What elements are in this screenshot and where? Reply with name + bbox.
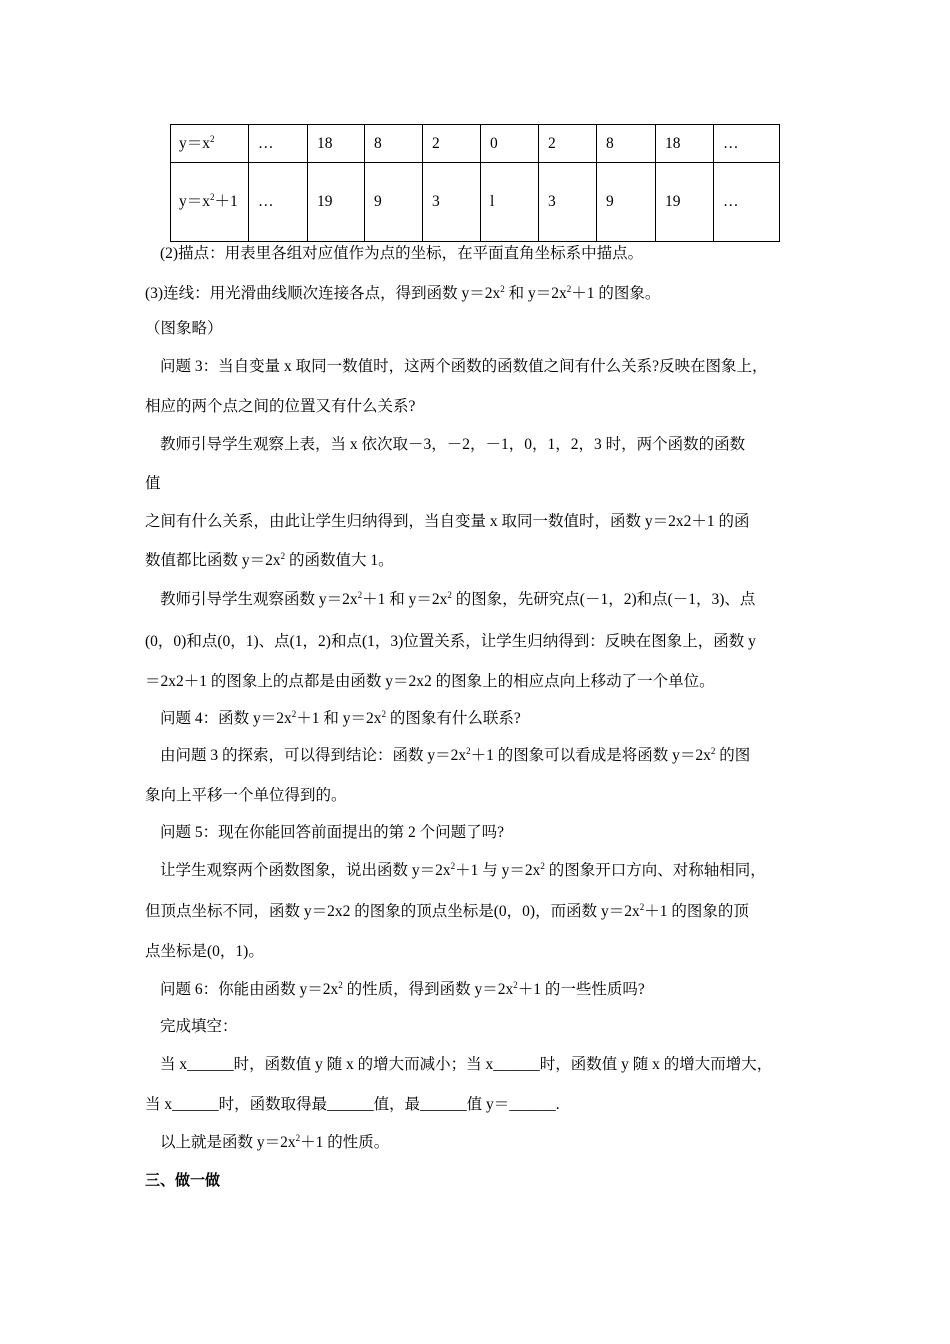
paragraph-line: 问题 5：现在你能回答前面提出的第 2 个问题了吗? [160,824,505,841]
text-run: ＋1 的图象。 [571,285,661,302]
table-cell: 18 [656,125,714,163]
text-run: 以上就是函数 y＝2x [160,1134,296,1151]
table-cell: 2 [423,125,481,163]
table-cell: 8 [597,125,656,163]
row-label [171,163,249,242]
value-table [170,124,780,242]
text-run: ＋1 与 y＝2x [455,862,541,879]
text-run: 问题 4：函数 y＝2x [160,710,292,727]
paragraph-line: 当 x______时，函数取得最______值，最______值 y＝______. [145,1096,560,1113]
paragraph-line: 当 x______时，函数值 y 随 x 的增大而减小；当 x______时，函数值 y 随 x 的增大而增大， [160,1056,773,1073]
paragraph-line: 之间有什么关系，由此让学生归纳得到，当自变量 x 取同一数值时，函数 y＝2x2＋1 的函 [145,513,750,530]
text-run: 但顶点坐标不同，函数 y＝2x2 的图象的顶点坐标是(0，0)，而函数 y＝2x [145,903,640,920]
paragraph-line: 相应的两个点之间的位置又有什么关系? [145,398,416,415]
superscript: 2 [280,550,286,561]
paragraph-line: 象向上平移一个单位得到的。 [145,787,347,804]
table-cell: 9 [597,163,656,242]
superscript: 2 [540,860,545,871]
text-run: 的函数值大 1。 [285,552,394,569]
table-cell: 8 [365,125,423,163]
paragraph-line: 值 [145,475,161,492]
text-run: 问题 6：你能由函数 y＝2x [160,981,339,998]
superscript: 2 [450,860,456,871]
text-run: 的图象，先研究点(－1，2)和点(－1，3)、点 [451,591,756,608]
table-cell: … [249,163,308,242]
section-heading: 三、做一做 [145,1171,221,1189]
paragraph-line [160,590,755,610]
table-cell: 3 [423,163,481,242]
paragraph-line [145,284,660,304]
table-cell: … [249,125,308,163]
text-run: 的图象开口方向、对称轴相同， [544,862,766,879]
paragraph-line [145,551,394,571]
text-run: ＋1 的一些性质吗? [517,981,645,998]
text-run: (3)连线：用光滑曲线顺次连接各点，得到函数 y＝2x [145,285,501,302]
paragraph-line [160,709,521,729]
text-run: 的图 [715,747,751,764]
paragraph-line: 点坐标是(0，1)。 [145,943,264,960]
table-cell: 0 [481,125,539,163]
table-cell: … [714,125,780,163]
paragraph-line: 问题 3：当自变量 x 取同一数值时，这两个函数的函数值之间有什么关系?反映在图象上， [160,358,768,375]
superscript: 2 [295,1132,301,1143]
text-run: 的性质，得到函数 y＝2x [342,981,514,998]
table-cell: … [714,163,780,242]
superscript: 2 [291,708,297,719]
row-label [171,125,249,163]
paragraph-line: ＝2x2＋1 的图象上的点都是由函数 y＝2x2 的图象上的相应点向上移动了一个单位。 [145,673,715,690]
row-label-text: y＝x [179,193,211,210]
text-run: ＋1 和 y＝2x [296,710,382,727]
superscript: 2 [357,589,363,600]
table-cell: 19 [308,163,365,242]
paragraph-line: (2)描点：用表里各组对应值作为点的坐标，在平面直角坐标系中描点。 [160,245,644,262]
text-run: 教师引导学生观察函数 y＝2x [160,591,358,608]
paragraph-line: （图象略） [145,320,223,337]
superscript: 2 [500,283,505,294]
paragraph-line [145,902,749,922]
table-cell: 3 [539,163,597,242]
text-run: 数值都比函数 y＝2x [145,552,281,569]
superscript: 2 [710,745,716,756]
paragraph-line [160,980,645,1000]
text-run: 的图象有什么联系? [386,710,521,727]
superscript: 2 [210,191,215,202]
table-cell: 9 [365,163,423,242]
text-run: ＋1 的性质。 [300,1134,390,1151]
superscript: 2 [639,901,645,912]
paragraph-line [160,1133,389,1153]
row-label-tail: ＋1 [214,193,238,210]
paragraph-line [160,746,750,766]
table-row [171,125,780,163]
superscript: 2 [513,979,518,990]
text-run: 让学生观察两个函数图象，说出函数 y＝2x [160,862,451,879]
text-run: ＋1 的图象的顶 [644,903,749,920]
paragraph-line: 完成填空： [160,1018,238,1035]
table-row [171,163,780,242]
paragraph-line [160,861,766,881]
superscript: 2 [338,979,343,990]
superscript: 2 [566,283,572,294]
superscript: 2 [447,589,452,600]
table-cell: 19 [656,163,714,242]
superscript: 2 [210,133,215,144]
text-run: ＋1 的图象可以看成是将函数 y＝2x [470,747,711,764]
text-run: 和 y＝2x [504,285,567,302]
paragraph-line: 教师引导学生观察上表，当 x 依次取－3，－2，－1，0，1，2，3 时，两个函数的函数 [160,436,746,453]
paragraph-line: (0，0)和点(0，1)、点(1，2)和点(1，3)位置关系，让学生归纳得到：反映在图象上，函数 y [145,633,756,650]
superscript: 2 [466,745,471,756]
superscript: 2 [381,708,387,719]
text-run: 由问题 3 的探索，可以得到结论：函数 y＝2x [160,747,467,764]
table-cell: 18 [308,125,365,163]
table-cell: l [481,163,539,242]
table-cell: 2 [539,125,597,163]
text-run: ＋1 和 y＝2x [362,591,448,608]
row-label-text: y＝x [179,134,211,152]
